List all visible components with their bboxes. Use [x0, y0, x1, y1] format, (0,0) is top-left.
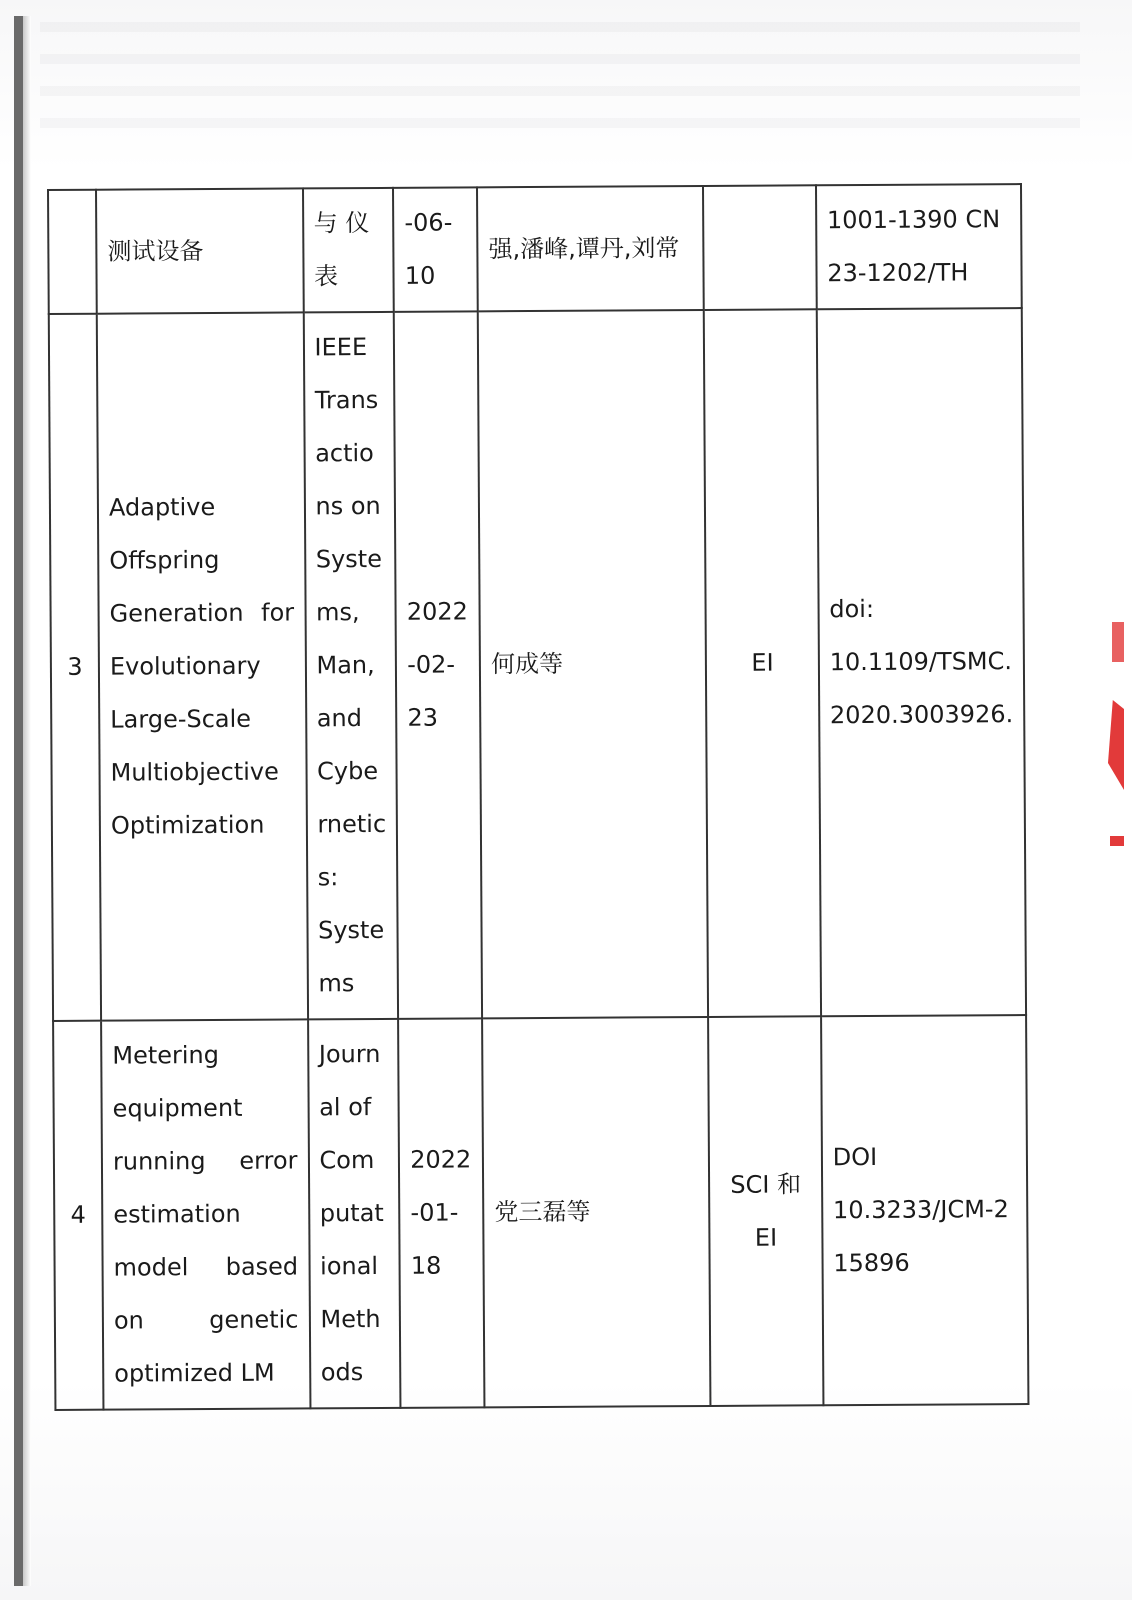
authors-cell: 强,潘峰,谭丹,刘常 [477, 186, 704, 311]
authors-cell: 何成等 [478, 310, 709, 1018]
paper-title-cell: Metering equipment running error estimation model based on genetic optimized LM [101, 1019, 310, 1409]
row-index-cell: 3 [49, 314, 101, 1021]
table-row [49, 308, 1026, 1021]
paper-title-cell: Adaptive Offspring Generation for Evolutionary Large-Scale Multiobjective Optimization [97, 312, 308, 1020]
date-cell: -06- 10 [393, 187, 478, 312]
row-index-cell: 4 [53, 1021, 103, 1410]
scan-edge [14, 16, 23, 1586]
date-cell: 2022 -01- 18 [398, 1018, 484, 1408]
indexing-cell [703, 185, 816, 310]
bleed-through-text [40, 22, 1080, 142]
paper-title-cell: 测试设备 [96, 188, 303, 313]
row-index-cell [48, 190, 97, 314]
venue-cell: IEEE Trans actio ns on Syste ms, Man, and Cybe rnetic s: Syste ms [303, 312, 398, 1020]
table-row [53, 1015, 1028, 1410]
scan-edge-shadow [23, 16, 31, 1586]
table-row [48, 184, 1022, 314]
indexing-cell: EI [704, 309, 821, 1017]
venue-cell: Journ al of Com putat ional Meth ods [308, 1019, 401, 1409]
identifier-cell: DOI 10.3233/JCM-2 15896 [821, 1015, 1029, 1405]
red-seal-fragment [1112, 622, 1124, 662]
identifier-cell: 1001-1390 CN 23-1202/TH [816, 184, 1022, 309]
date-cell: 2022 -02- 23 [394, 311, 482, 1018]
publication-table [47, 183, 1029, 1411]
venue-cell: 与 仪 表 [303, 188, 394, 313]
identifier-cell: doi: 10.1109/TSMC. 2020.3003926. [816, 308, 1026, 1016]
red-seal-fragment [1110, 836, 1124, 846]
authors-cell: 党三磊等 [482, 1017, 711, 1407]
indexing-cell: SCI 和 EI [708, 1016, 823, 1406]
